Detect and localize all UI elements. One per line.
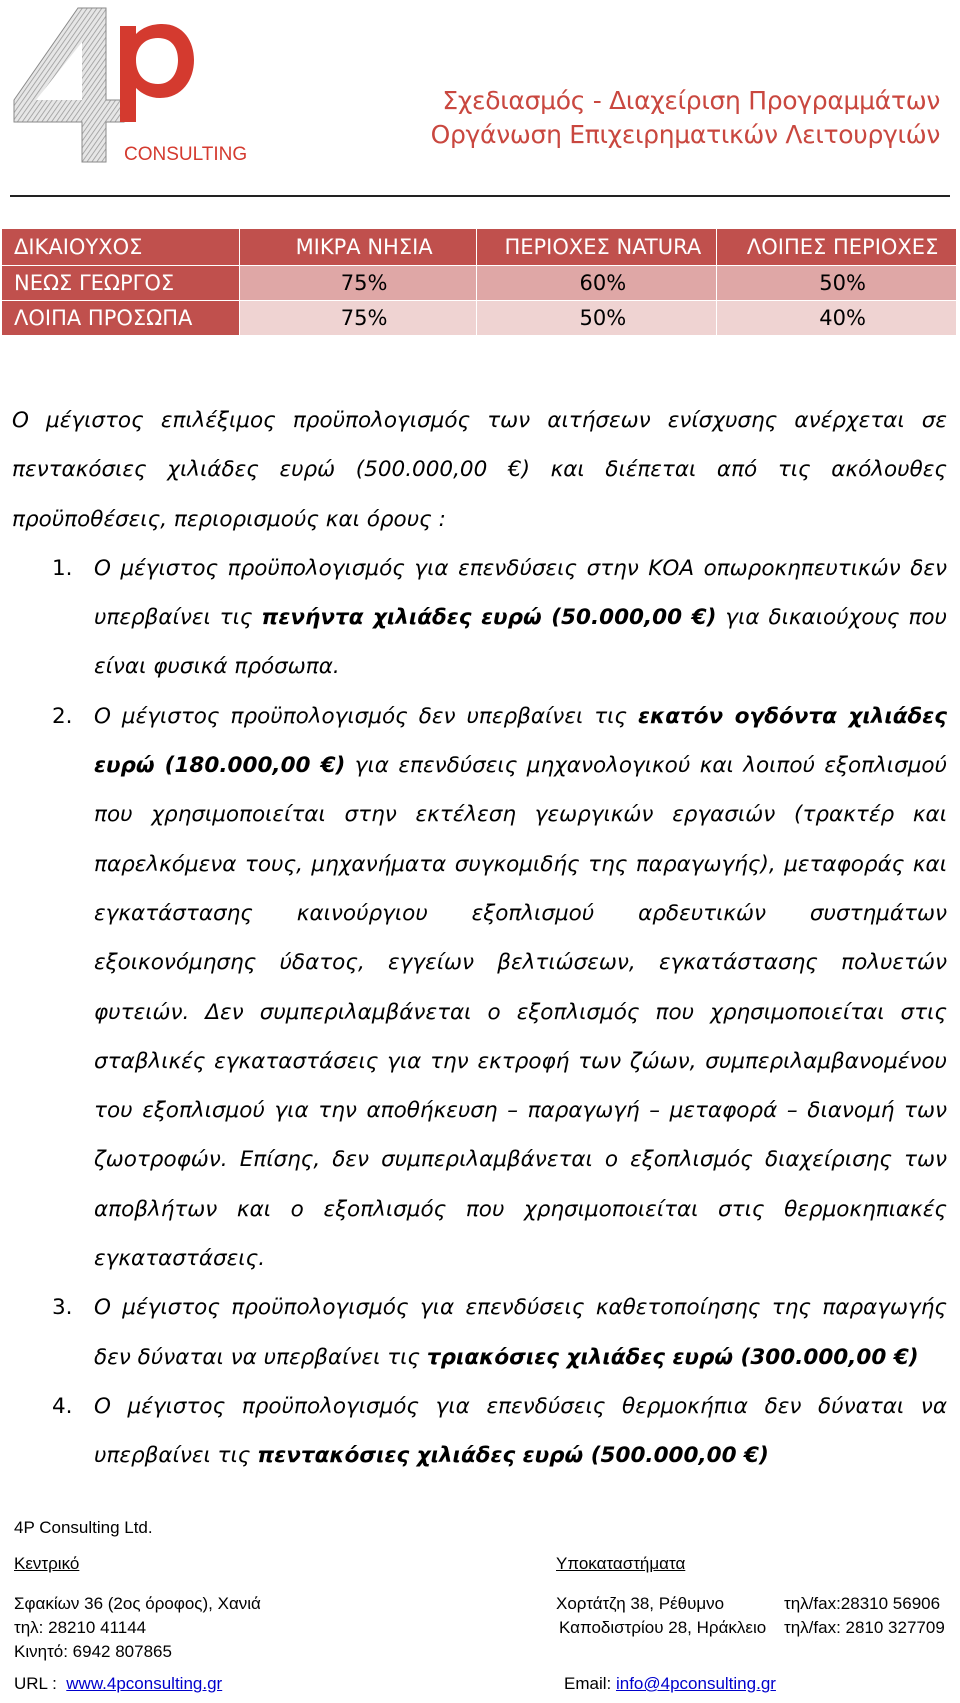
branch-heraklion-address: Καποδιστρίου 28, Ηράκλειο bbox=[559, 1618, 767, 1637]
row-label: ΛΟΙΠΑ ΠΡΟΣΩΠΑ bbox=[2, 301, 240, 336]
headquarters-address: Σφακίων 36 (2ος όροφος), Χανιά bbox=[14, 1594, 261, 1613]
column-header: ΛΟΙΠΕΣ ΠΕΡΙΟΧΕΣ bbox=[717, 229, 957, 266]
headquarters-mobile: Κινητό: 6942 807865 bbox=[14, 1642, 172, 1661]
list-item bbox=[12, 692, 947, 1284]
item-emphasis: τριακόσιες χιλιάδες ευρώ (300.000,00 €) bbox=[426, 1344, 919, 1370]
row-label: ΝΕΩΣ ΓΕΩΡΓΟΣ bbox=[2, 266, 240, 301]
item-emphasis: πεντακόσιες χιλιάδες ευρώ (500.000,00 €) bbox=[257, 1443, 769, 1469]
table-cell: 75% bbox=[239, 266, 477, 301]
company-name: 4P Consulting Ltd. bbox=[14, 1518, 153, 1537]
page-header bbox=[0, 0, 960, 200]
url-label: URL : bbox=[14, 1674, 62, 1693]
list-item bbox=[12, 544, 947, 692]
item-emphasis: πενήντα χιλιάδες ευρώ (50.000,00 €) bbox=[261, 605, 717, 631]
headquarters-label: Κεντρικό bbox=[14, 1554, 80, 1573]
table-cell: 40% bbox=[717, 301, 957, 336]
branch-rethymno-phone: τηλ/fax:28310 56906 bbox=[784, 1594, 941, 1613]
table-row bbox=[2, 266, 957, 301]
table-header-row bbox=[2, 229, 957, 266]
tagline-line-2: Οργάνωση Επιχειρηματικών Λειτουργιών bbox=[430, 120, 940, 149]
item-text: Ο μέγιστος προϋπολογισμός δεν υπερβαίνει τις bbox=[94, 703, 639, 729]
list-number: 1. bbox=[52, 555, 73, 581]
list-number: 2. bbox=[52, 703, 73, 729]
list-number: 4. bbox=[52, 1393, 73, 1419]
branch-heraklion-phone: τηλ/fax: 2810 327709 bbox=[784, 1618, 945, 1637]
list-number: 3. bbox=[52, 1295, 73, 1321]
branches-label: Υποκαταστήματα bbox=[556, 1554, 686, 1573]
table-cell: 50% bbox=[717, 266, 957, 301]
tagline-line-1: Σχεδιασμός - Διαχείριση Προγραμμάτων bbox=[442, 86, 940, 115]
header-divider bbox=[10, 195, 950, 197]
item-emphasis: εκατόν ογδόντα χιλιάδες ευρώ (180.000,00 €) bbox=[94, 703, 947, 779]
branch-rethymno-address: Χορτάτζη 38, Ρέθυμνο bbox=[556, 1594, 725, 1613]
item-text: για δικαιούχους που είναι φυσικά πρόσωπα. bbox=[94, 605, 947, 680]
email-link[interactable]: info@4pconsulting.gr bbox=[615, 1674, 776, 1693]
website-line bbox=[14, 1674, 222, 1694]
website-link[interactable]: www.4pconsulting.gr bbox=[66, 1674, 223, 1693]
item-text: Ο μέγιστος προϋπολογισμός για επενδύσεις στην ΚΟΑ οπωροκηπευτικών δεν υπερβαίνει τις bbox=[94, 555, 947, 631]
conditions-list bbox=[12, 544, 947, 1481]
item-text: Ο μέγιστος προϋπολογισμός για επενδύσεις καθετοποίησης της παραγωγής δεν δύναται να υπερβαίνει τις bbox=[94, 1295, 947, 1370]
intro-paragraph: Ο μέγιστος επιλέξιμος προϋπολογισμός των αιτήσεων ενίσχυσης ανέρχεται σε πεντακόσιες χιλιάδες ευρώ (500.000,00 €) και διέπεται από τις ακόλουθες προϋποθέσεις, περιορισμούς και όρους : bbox=[12, 408, 947, 532]
body-text bbox=[12, 396, 947, 1481]
email-line bbox=[564, 1674, 776, 1694]
headquarters-phone: τηλ: 28210 41144 bbox=[14, 1618, 147, 1637]
list-item bbox=[12, 1382, 947, 1481]
table-cell: 75% bbox=[239, 301, 477, 336]
logo-subtext: CONSULTING bbox=[124, 144, 248, 165]
column-header: ΜΙΚΡΑ ΝΗΣΙΑ bbox=[239, 229, 477, 266]
table-cell: 50% bbox=[477, 301, 717, 336]
subsidy-rates-table bbox=[1, 228, 957, 336]
table-row bbox=[2, 301, 957, 336]
column-header: ΠΕΡΙΟΧΕΣ NATURA bbox=[477, 229, 717, 266]
company-logo bbox=[8, 2, 248, 170]
item-text: για επενδύσεις μηχανολογικού και λοιπού εξοπλισμού που χρησιμοποιείται στην εκτέλεση γεωργικών εργασιών (τρακτέρ και παρελκόμενα τους, μηχανήματα συγκομιδής της παραγωγής), μεταφοράς και εγκατάστασης καινούργιου εξοπλισμού αρδευτικών συστημάτων εξοικονόμησης ύδατος, εγγείων βελτιώσεων, εγκατάστασης πολυετών φυτειών. Δεν συμπεριλαμβάνεται ο εξοπλισμός που χρησιμοποιείται στις σταβλικές εγκαταστάσεις για την εκτροφή των ζώων, συμπεριλαμβανομένου του εξοπλισμού για την αποθήκευση – παραγωγή – μεταφορά – διανομή των ζωοτροφών. Επίσης, δεν συμπεριλαμβάνεται ο εξοπλισμός διαχείρισης των αποβλήτων και ο εξοπλισμός που χρησιμοποιείται στις θερμοκηπιακές εγκαταστάσεις. bbox=[94, 753, 947, 1272]
column-header: ΔΙΚΑΙΟΥΧΟΣ bbox=[2, 229, 240, 266]
table-cell: 60% bbox=[477, 266, 717, 301]
page-footer bbox=[14, 1518, 954, 1698]
list-item bbox=[12, 1283, 947, 1382]
company-tagline bbox=[431, 84, 940, 152]
item-text: Ο μέγιστος προϋπολογισμός για επενδύσεις θερμοκήπια δεν δύναται να υπερβαίνει τις bbox=[94, 1393, 947, 1469]
email-label: Email: bbox=[564, 1674, 616, 1693]
